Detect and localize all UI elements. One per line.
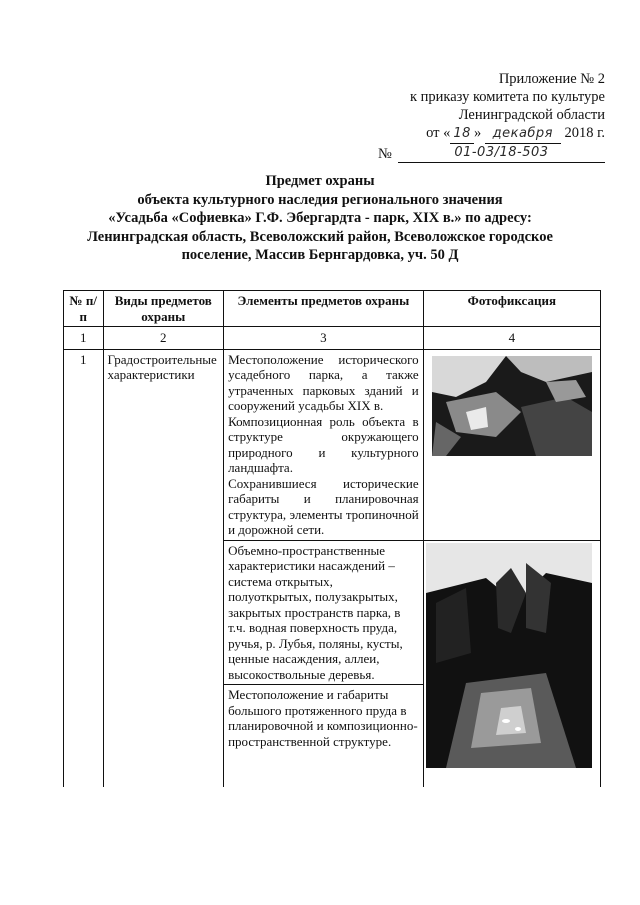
photo-pond bbox=[426, 543, 592, 768]
element-cell-2: Объемно-пространственные характеристики насаждений – система открытых, полуоткрытых, полузакрытых, закрытых пространств парка, в т.ч. водная поверхность пруда, ручья, р. Лубья, поляны, кусты, ценные насаждения, аллеи, высокоствольные деревья. bbox=[224, 540, 424, 685]
element-layout: Сохранившиеся исторические габариты и планировочная структура, элементы тропиночной и дорожной сети. bbox=[228, 475, 419, 537]
annex-number bbox=[378, 144, 605, 163]
annex-title: Приложение № 2 bbox=[498, 71, 605, 87]
header-type: Виды предметов охраны bbox=[103, 291, 224, 327]
col-number-1: 1 bbox=[64, 327, 104, 350]
annex-date bbox=[350, 124, 605, 144]
protection-table bbox=[63, 290, 601, 787]
row-number: 1 bbox=[64, 349, 104, 787]
row-type: Градостроительные характеристики bbox=[103, 349, 224, 787]
header-num: № п/п bbox=[64, 291, 104, 327]
date-day: 18 bbox=[450, 125, 474, 144]
element-cell-3: Местоположение и габариты большого протяженного пруда в планировочной и композиционно-пространственной структуре. bbox=[224, 685, 424, 788]
date-prefix: от « bbox=[426, 125, 451, 141]
title-line-2: объекта культурного наследия регионального значения bbox=[137, 191, 503, 208]
element-cell-1 bbox=[224, 349, 424, 540]
table-header-row bbox=[64, 291, 601, 327]
title-line-5: поселение, Массив Бернгардовка, уч. 50 Д bbox=[181, 247, 459, 263]
col-number-2: 2 bbox=[103, 327, 224, 350]
element-composition: Композиционная роль объекта в структуре окружающего природного и культурного ландшафта. bbox=[228, 413, 419, 475]
element-location: Местоположение исторического усадебного парка, а также утраченных парковых зданий и сооружений усадьбы XIX в. bbox=[228, 351, 419, 413]
annex-order-ref: к приказу комитета по культуре bbox=[409, 89, 605, 105]
date-year: 2018 г. bbox=[564, 125, 605, 141]
photo-cell-2 bbox=[423, 540, 600, 787]
col-number-4: 4 bbox=[423, 327, 600, 350]
document-title bbox=[60, 172, 580, 265]
date-mid: » bbox=[473, 125, 482, 141]
number-value: 01-03/18-503 bbox=[398, 144, 605, 163]
photo-park-ruins bbox=[426, 352, 592, 458]
header-photo: Фотофиксация bbox=[423, 291, 600, 327]
annex-region: Ленинградской области bbox=[458, 107, 605, 123]
title-line-4: Ленинградская область, Всеволожский район, Всеволожское городское bbox=[87, 228, 553, 245]
date-month: декабря bbox=[485, 125, 561, 144]
title-line-3: «Усадьба «Софиевка» Г.Ф. Эбергардта - парк, XIX в.» по адресу: bbox=[108, 210, 532, 226]
table-row bbox=[64, 349, 601, 540]
col-number-3: 3 bbox=[224, 327, 424, 350]
number-prefix: № bbox=[378, 146, 392, 162]
annex-block bbox=[350, 70, 605, 163]
header-elements: Элементы предметов охраны bbox=[224, 291, 424, 327]
photo-cell-1 bbox=[423, 349, 600, 540]
column-number-row bbox=[64, 327, 601, 350]
title-line-1: Предмет охраны bbox=[265, 173, 375, 189]
